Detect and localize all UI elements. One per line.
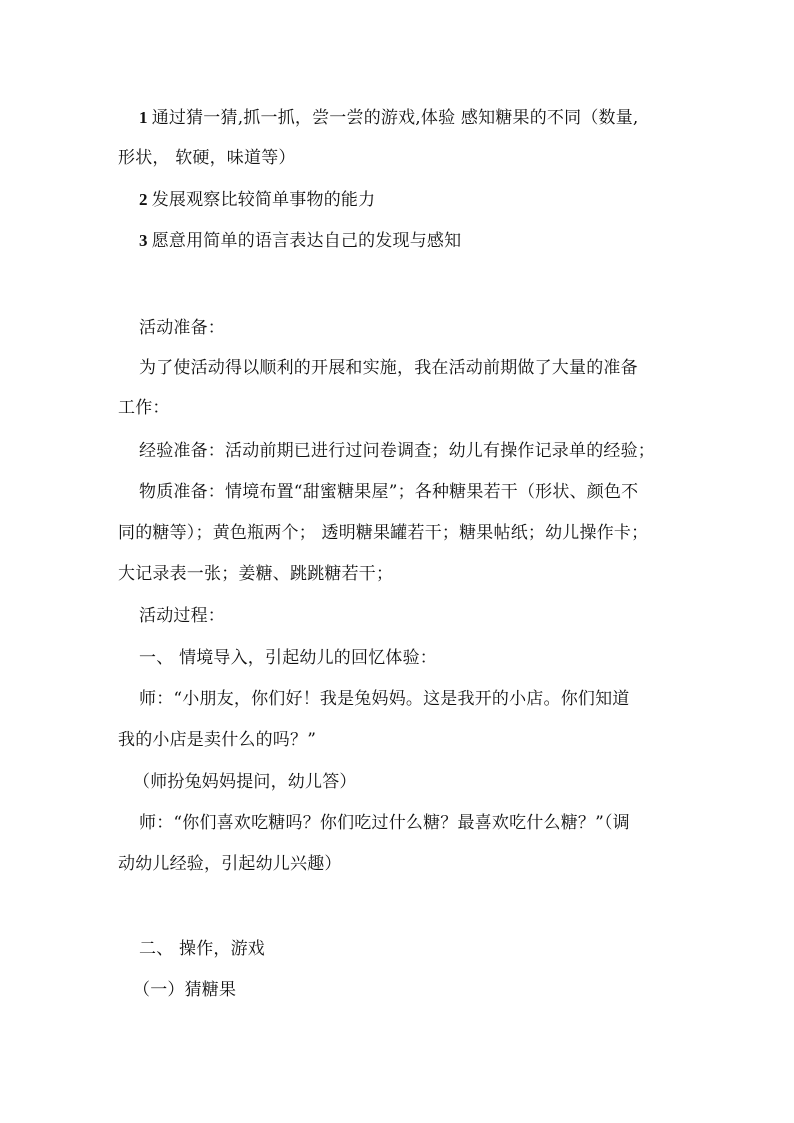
process-heading: 活动过程： (139, 606, 225, 626)
sub-step-1-heading: （一）猜糖果 (133, 980, 237, 1000)
material-preparation-line-1: 物质准备：情境布置“甜蜜糖果屋”；各种糖果若干（形状、颜色不 (139, 482, 639, 502)
objective-2-number: 2 (139, 190, 148, 209)
objective-3 (139, 230, 461, 252)
objective-2-text: 发展观察比较简单事物的能力 (151, 190, 376, 210)
experience-preparation: 经验准备：活动前期已进行过问卷调查；幼儿有操作记录单的经验； (139, 441, 655, 461)
teacher-dialogue-2-line-1: 师：“你们喜欢吃糖吗？你们吃过什么糖？最喜欢吃什么糖？”（调 (139, 813, 630, 833)
teacher-dialogue-2-line-2: 动幼儿经验，引起幼儿兴趣） (118, 854, 342, 874)
step-1-heading: 一、 情境导入，引起幼儿的回忆体验： (139, 648, 438, 668)
preparation-intro-line-1: 为了使活动得以顺利的开展和实施，我在活动前期做了大量的准备 (139, 358, 638, 378)
objective-1-line-2: 形状， 软硬，味道等） (118, 148, 296, 168)
preparation-heading: 活动准备： (139, 318, 225, 338)
objective-3-number: 3 (139, 231, 148, 250)
teacher-dialogue-1-line-2: 我的小店是卖什么的吗？” (118, 730, 317, 750)
material-preparation-line-3: 大记录表一张；姜糖、跳跳糖若干； (118, 564, 394, 584)
teacher-note-1: （师扮兔妈妈提问，幼儿答） (133, 772, 357, 792)
objective-2 (139, 189, 375, 211)
objective-1-line-1 (139, 107, 639, 129)
teacher-dialogue-1-line-1: 师：“小朋友，你们好！我是兔妈妈。这是我开的小店。你们知道 (139, 689, 630, 709)
objective-1-text: 通过猜一猜,抓一抓，尝一尝的游戏,体验 感知糖果的不同（数量, (151, 108, 639, 128)
material-preparation-line-2: 同的糖等）；黄色瓶两个； 透明糖果罐若干；糖果帖纸；幼儿操作卡； (118, 523, 649, 543)
objective-3-text: 愿意用简单的语言表达自己的发现与感知 (151, 231, 462, 251)
preparation-intro-line-2: 工作： (118, 398, 170, 418)
step-2-heading: 二、 操作，游戏 (139, 939, 266, 959)
objective-1-number: 1 (139, 108, 148, 127)
